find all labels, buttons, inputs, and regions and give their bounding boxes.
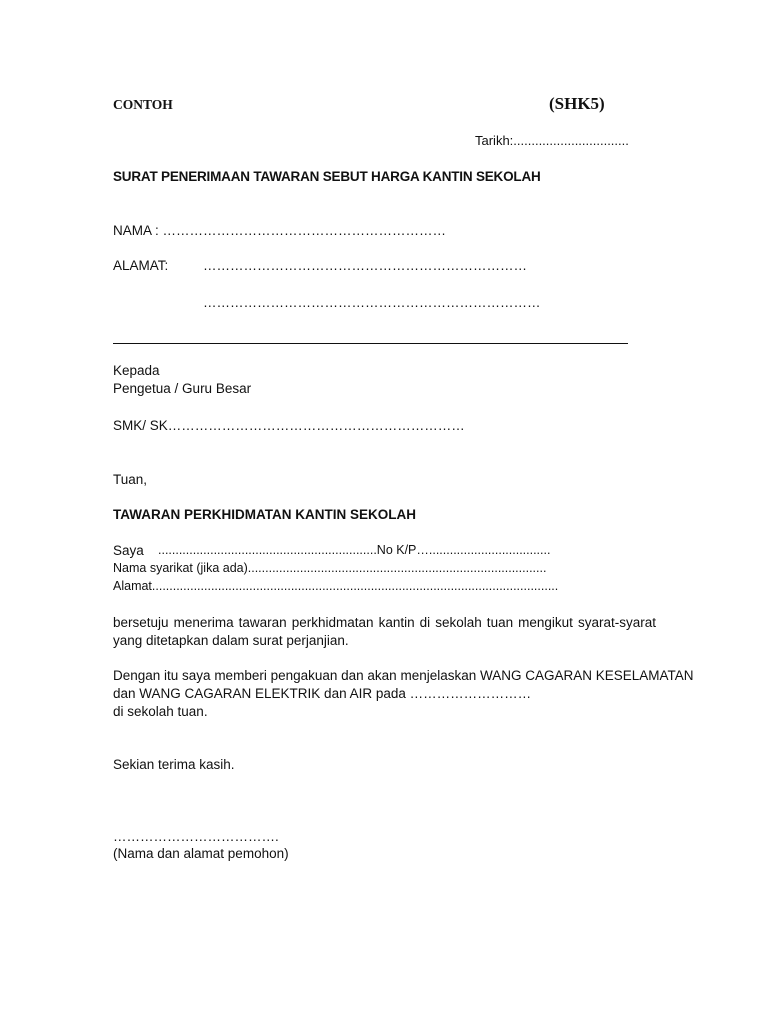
- closing-text: Sekian terima kasih.: [113, 757, 235, 772]
- name-field: NAMA : ………………………………………………………: [113, 223, 447, 238]
- form-code: (SHK5): [549, 94, 605, 113]
- letter-title: SURAT PENERIMAAN TAWARAN SEBUT HARGA KANTIN SEKOLAH: [113, 169, 541, 184]
- school-field: SMK/ SK…………………………………………………………: [113, 418, 465, 433]
- address-label: ALAMAT:: [113, 258, 169, 273]
- declaration-line-2: dan WANG CAGARAN ELEKTRIK dan AIR pada ………………………: [113, 686, 532, 701]
- signature-line: ……………………………….: [113, 829, 279, 844]
- acceptance-paragraph: bersetuju menerima tawaran perkhidmatan kantin di sekolah tuan mengikut syarat-syarat yang ditetapkan dalam surat perjanjian.: [113, 615, 656, 648]
- salutation: Tuan,: [113, 472, 148, 487]
- address-line-2: …………………………………………………………………: [203, 295, 541, 310]
- saya-label: Saya: [113, 543, 144, 558]
- date-field: Tarikh:................................: [475, 133, 629, 148]
- declaration-line-3: di sekolah tuan.: [113, 704, 208, 719]
- company-address-field: Alamat.....................................................................................................................: [113, 579, 559, 593]
- saya-ic-field: ...............................................................No K/P…...................................: [158, 543, 551, 557]
- divider-line: [113, 343, 628, 344]
- signature-caption: (Nama dan alamat pemohon): [113, 846, 289, 861]
- address-line-1: ………………………………………………………………: [203, 258, 527, 273]
- recipient-title: Pengetua / Guru Besar: [113, 381, 252, 396]
- letter-subject: TAWARAN PERKHIDMATAN KANTIN SEKOLAH: [113, 507, 416, 522]
- declaration-line-1: Dengan itu saya memberi pengakuan dan akan menjelaskan WANG CAGARAN KESELAMATAN: [113, 668, 694, 683]
- company-field: Nama syarikat (jika ada)......................................................................................: [113, 561, 547, 575]
- recipient-kepada: Kepada: [113, 363, 160, 378]
- contoh-label: CONTOH: [113, 97, 173, 112]
